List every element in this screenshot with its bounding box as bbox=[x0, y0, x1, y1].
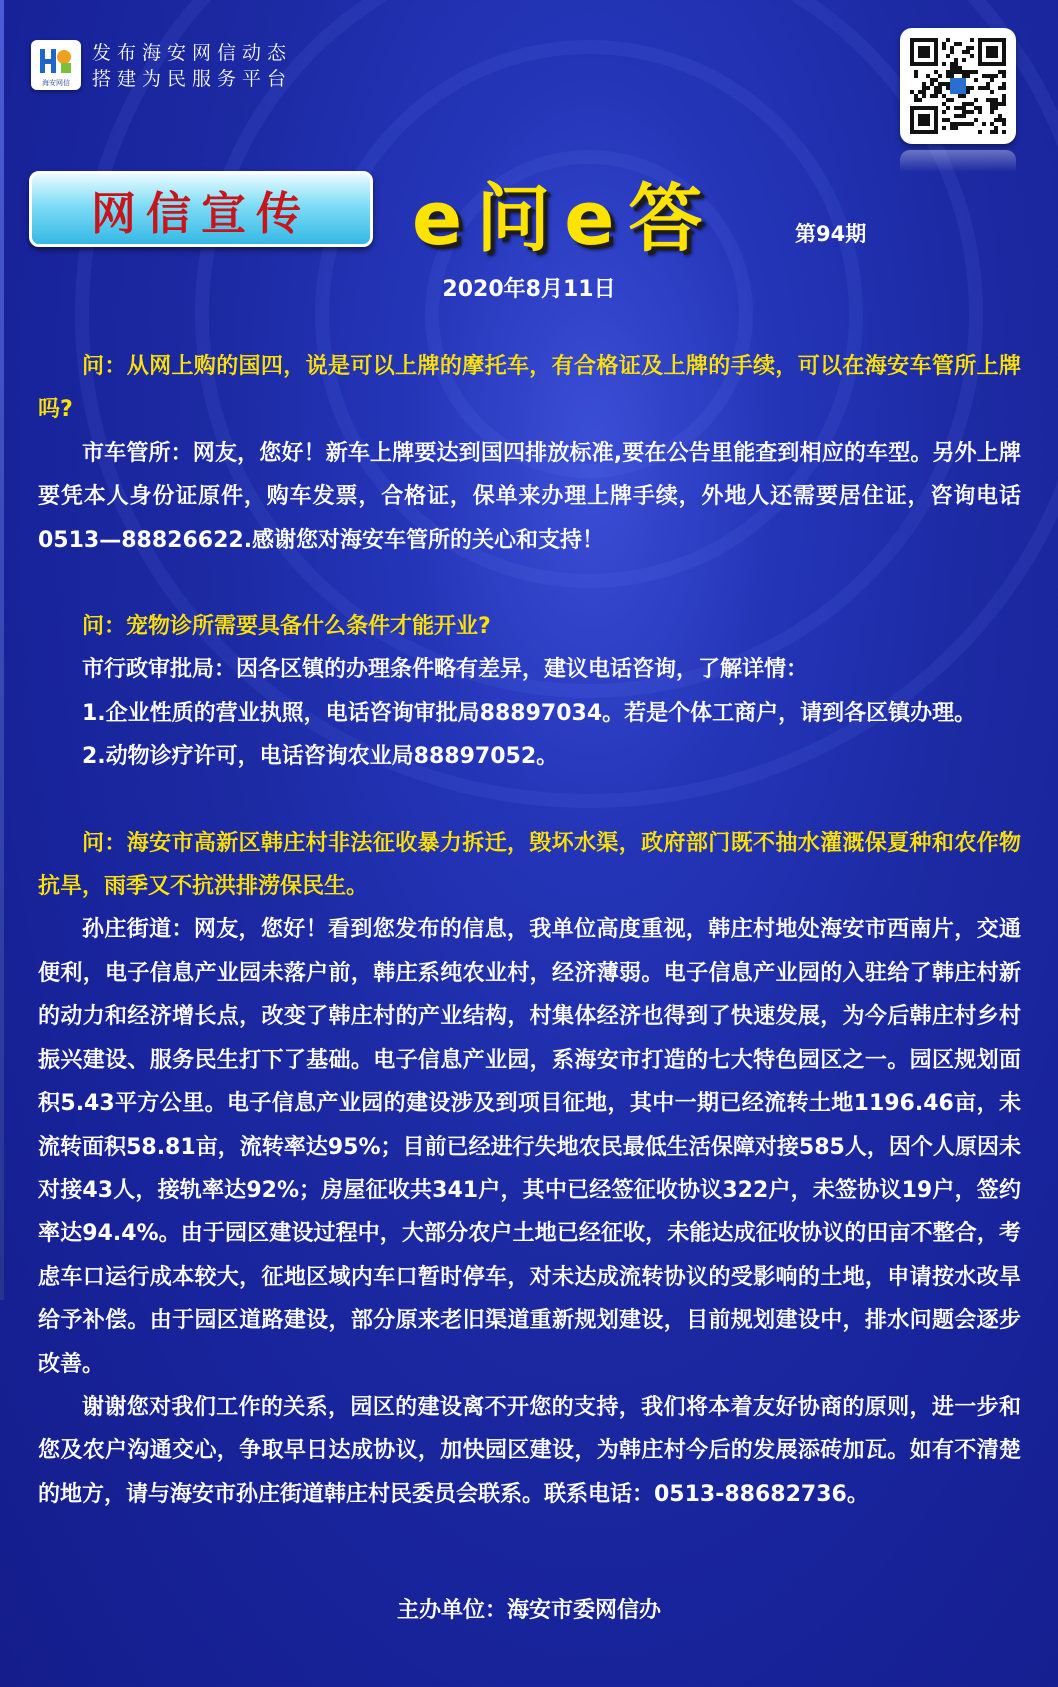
question-1: 问：从网上购的国四，说是可以上牌的摩托车，有合格证及上牌的手续，可以在海安车管所上牌吗? bbox=[38, 354, 1021, 423]
qr-code bbox=[900, 28, 1016, 144]
answer-3-para-1: 孙庄街道：网友，您好！看到您发布的信息，我单位高度重视，韩庄村地处海安市西南片，交通便利，电子信息产业园未落户前，韩庄系纯农业村，经济薄弱。电子信息产业园的入驻给了韩庄村新的动力和经济增长点，改变了韩庄村的产业结构，村集体经济也得到了快速发展，为今后韩庄村乡村振兴建设、服务民生打下了基础。电子信息产业园，系海安市打造的七大特色园区之一。园区规划面积5.43平方公里。电子信息产业园的建设涉及到项目征地，其中一期已经流转土地1196.46亩，未流转面积58.81亩，流转率达95%；目前已经进行失地农民最低生活保障对接585人，因个人原因未对接43人，接轨率达92%；房屋征收共341户，其中已经签征收协议322户，未签协议19户，签约率达94.4%。由于园区建设过程中，大部分农户土地已经征收，未能达成征收协议的田亩不整合，考虑车口运行成本较大，征地区域内车口暂时停车，对未达成流转协议的受影响的土地，申请按水改旱给予补偿。由于园区道路建设，部分原来老旧渠道重新规划建设，目前规划建设中，排水问题会逐步改善。 bbox=[38, 917, 1021, 1377]
question-2: 问：宠物诊所需要具备什么条件才能开业? bbox=[82, 614, 491, 640]
qr-code-icon bbox=[910, 38, 1006, 134]
issue-number: 第94期 bbox=[795, 222, 867, 246]
wangxin-logo bbox=[31, 40, 81, 90]
logo-caption: 海安网信 bbox=[42, 79, 70, 87]
left-edge-stripe bbox=[0, 0, 4, 1300]
slogan-line-2: 搭建为民服务平台 bbox=[92, 68, 293, 90]
section-gap bbox=[38, 779, 1021, 822]
column-name: 网信宣传 bbox=[90, 186, 311, 240]
question-3: 问：海安市高新区韩庄村非法征收暴力拆迁，毁坏水渠，政府部门既不抽水灌溉保夏种和农作物抗旱，雨季又不抗洪排涝保民生。 bbox=[38, 830, 1021, 900]
publish-date: 2020年8月11日 bbox=[442, 277, 616, 302]
logo-mark-icon bbox=[37, 45, 75, 77]
answer-2-para-3: 2.动物诊疗许可，电话咨询农业局88897052。 bbox=[82, 744, 559, 770]
main-title: e问e答 bbox=[412, 176, 717, 262]
slogan-line-1: 发布海安网信动态 bbox=[92, 42, 293, 64]
answer-2-para-1: 市行政审批局：因各区镇的办理条件略有差异，建议电话咨询，了解详情： bbox=[82, 657, 809, 683]
answer-2-para-2: 1.企业性质的营业执照，电话咨询审批局88897034。若是个体工商户，请到各区镇办理。 bbox=[82, 700, 977, 726]
qr-code-reflection bbox=[900, 150, 1016, 172]
qa-content bbox=[38, 345, 1021, 1516]
column-badge bbox=[29, 171, 373, 247]
section-gap bbox=[38, 562, 1021, 605]
answer-3-para-2: 谢谢您对我们工作的关系，园区的建设离不开您的支持，我们将本着友好协商的原则，进一步和您及农户沟通交心，争取早日达成协议，加快园区建设，为韩庄村今后的发展添砖加瓦。如有不清楚的地方，请与海安市孙庄街道韩庄村民委员会联系。联系电话：0513-88682736。 bbox=[38, 1394, 1021, 1507]
answer-1-para-1: 市车管所：网友，您好！新车上牌要达到国四排放标准,要在公告里能查到相应的车型。另外上牌要凭本人身份证原件，购车发票，合格证，保单来办理上牌手续，外地人还需要居住证，咨询电话0513—88826622.感谢您对海安车管所的关心和支持！ bbox=[38, 440, 1021, 553]
organizer-footer: 主办单位：海安市委网信办 bbox=[396, 1598, 661, 1623]
